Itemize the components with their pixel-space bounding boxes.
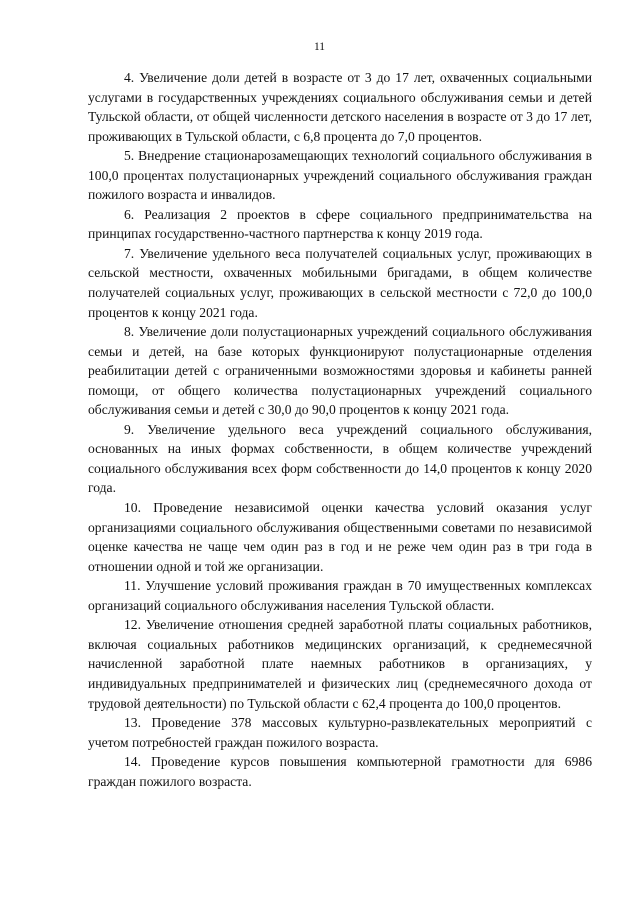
list-item-8: 8. Увеличение доли полустационарных учреждений социального обслуживания семьи и детей, на базе которых функционируют полустационарные отделения реабилитации детей с ограниченными возможностями здоровья и кабинеты ранней помощи, от общего количества полустационарных учреждений социального обслуживания семьи и детей с 30,0 до 90,0 процентов к концу 2021 года.	[88, 324, 592, 418]
list-item-13: 13. Проведение 378 массовых культурно-развлекательных мероприятий с учетом потребностей граждан пожилого возраста.	[88, 715, 592, 750]
list-item-11: 11. Улучшение условий проживания граждан в 70 имущественных комплексах организаций социального обслуживания населения Тульской области.	[88, 578, 592, 613]
list-item-7: 7. Увеличение удельного веса получателей социальных услуг, проживающих в сельской местности, охваченных мобильными бригадами, в общем количестве получателей социальных услуг, проживающих в сельской местности с 72,0 до 100,0 процентов к концу 2021 года.	[88, 245, 592, 320]
list-item-9: 9. Увеличение удельного веса учреждений социального обслуживания, основанных на иных формах собственности, в общем количестве учреждений социального обслуживания всех форм собственности до 14,0 процентов к концу 2020 года.	[88, 421, 592, 496]
list-item-10: 10. Проведение независимой оценки качества условий оказания услуг организациями социального обслуживания общественными советами по независимой оценке качества не чаще чем один раз в год и не реже чем один раз в три года в отношении одной и той же организации.	[88, 500, 592, 574]
list-item-4: 4. Увеличение доли детей в возрасте от 3 до 17 лет, охваченных социальными услугами в государственных учреждениях социального обслуживания семьи и детей Тульской области, от общей численности детского населения в возрасте от 3 до 17 лет, проживающих в Тульской области, с 6,8 процента до 7,0 процентов.	[88, 70, 592, 144]
list-item-6: 6. Реализация 2 проектов в сфере социального предпринимательства на принципах государственно-частного партнерства к концу 2019 года.	[88, 206, 592, 242]
page-number: 11	[313, 41, 326, 53]
document-body	[88, 68, 592, 791]
list-item-12: 12. Увеличение отношения средней заработной платы социальных работников, включая социальных работников медицинских организаций, к среднемесячной начисленной заработной плате наемных работников в организациях, у индивидуальных предпринимателей и физических лиц (среднемесячного дохода от трудовой деятельности) по Тульской области с 62,4 процента до 100,0 процентов.	[88, 617, 592, 711]
list-item-14: 14. Проведение курсов повышения компьютерной грамотности для 6986 граждан пожилого возраста.	[88, 754, 592, 789]
list-item-5: 5. Внедрение стационарозамещающих технологий социального обслуживания в 100,0 процентах полустационарных учреждений социального обслуживания граждан пожилого возраста и инвалидов.	[88, 148, 592, 203]
